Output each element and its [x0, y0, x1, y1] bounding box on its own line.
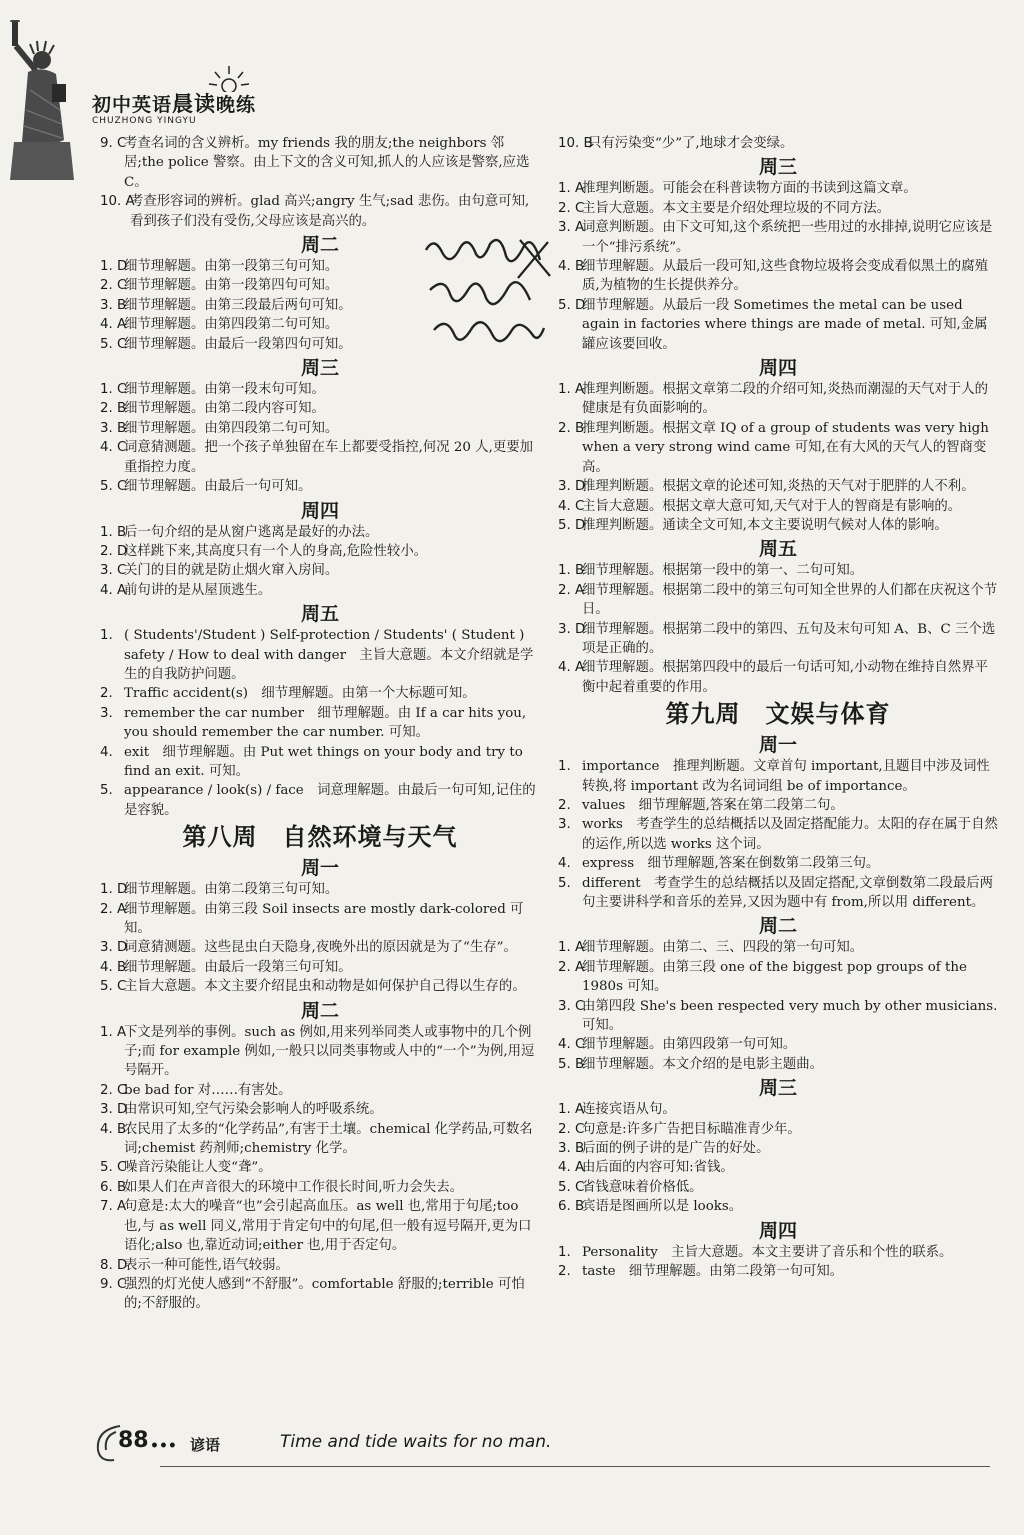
answer-item [100, 419, 540, 438]
answer-item [100, 134, 540, 192]
week-day-heading: 周一 [300, 857, 339, 880]
proverb-label: 谚语 [190, 1436, 221, 1454]
answer-item [100, 542, 540, 561]
brand-title-morning: 晨读 [172, 92, 217, 116]
answer-explanation: 下文是列举的事例。such as 例如,用来列举同类人或事物中的几个例子;而 for example 例如,一般只以同类事物或人中的“一个”为例,用逗号隔开。 [124, 1024, 535, 1079]
answer-number: 4. A [100, 317, 127, 333]
answer-number: 4. C [558, 1037, 585, 1053]
statue-of-liberty-icon [4, 20, 84, 180]
answer-item [100, 523, 540, 542]
answer-explanation: 宾语是图画所以是 looks。 [582, 1199, 743, 1215]
answer-item [100, 1178, 540, 1197]
answer-item [100, 1197, 540, 1255]
week-day-heading: 周四 [758, 1219, 797, 1242]
answer-number: 4. C [558, 498, 585, 514]
answer-explanation: appearance / look(s) / face 词意理解题。由最后一句可知,记住的是容貌。 [124, 783, 536, 818]
answer-number: 3. C [558, 998, 585, 1014]
sun-icon [206, 62, 252, 92]
answer-explanation: different 考查学生的总结概括以及固定搭配,文章倒数第二段最后两句主要讲科学和音乐的差异,又因为题中有 from,所以用 different。 [582, 875, 994, 910]
answer-explanation: 推理判断题。可能会在科普读物方面的书读到这篇文章。 [582, 181, 917, 197]
answer-number: 5. D [558, 517, 586, 533]
answer-item [558, 218, 998, 257]
answer-column-right [558, 134, 998, 1282]
proverb-text: Time and tide waits for no man. [280, 1432, 552, 1452]
brand-title: 初中英语 [92, 94, 173, 116]
answer-explanation: be bad for 对……有害处。 [124, 1082, 292, 1098]
answer-item [100, 1120, 540, 1159]
page-header [0, 0, 1024, 140]
answer-number: 1. D [100, 259, 128, 275]
answer-explanation: 细节理解题。由第四段第一句可知。 [582, 1037, 797, 1053]
answer-number: 4. [100, 744, 113, 760]
answer-item [558, 380, 998, 419]
page-number-dots: ••• [150, 1438, 177, 1454]
answer-item [558, 1243, 998, 1262]
answer-number: 2. C [100, 278, 127, 294]
answer-explanation: 强烈的灯光使人感到“不舒服”。comfortable 舒服的;terrible 可怕的;不舒服的。 [124, 1276, 525, 1312]
answer-item [558, 257, 998, 296]
answer-number: 7. A [100, 1199, 127, 1215]
answer-number: 1. D [100, 882, 128, 898]
answer-item [100, 399, 540, 418]
answer-number: 5. C [100, 1160, 127, 1176]
answer-explanation: Traffic accident(s) 细节理解题。由第一个大标题可知。 [124, 686, 476, 702]
answer-number: 2. [100, 686, 113, 702]
answer-number: 2. C [100, 1082, 127, 1098]
answer-number: 3. D [100, 1102, 128, 1118]
week-day-heading: 周五 [300, 603, 339, 626]
brand-pinyin: CHUZHONG YINGYU [92, 116, 197, 126]
answer-explanation: 省钱意味着价格低。 [582, 1179, 703, 1195]
answer-item [558, 1262, 998, 1281]
answer-item [558, 199, 998, 218]
answer-explanation: 细节理解题。由第四段第二句可知。 [124, 420, 339, 436]
answer-item [100, 380, 540, 399]
answer-explanation: 推理判断题。根据文章第二段的介绍可知,炎热而潮湿的天气对于人的健康是有负面影响的。 [582, 382, 988, 417]
answer-item [100, 977, 540, 996]
answer-item [558, 1178, 998, 1197]
answer-number: 4. A [558, 1160, 585, 1176]
answer-explanation: 推理判断题。根据文章的论述可知,炎热的天气对于肥胖的人不利。 [582, 479, 975, 495]
answer-number: 5. C [100, 336, 127, 352]
footer-divider [160, 1466, 990, 1467]
answer-explanation: 主旨大意题。本文主要是介绍处理垃圾的不同方法。 [582, 200, 890, 216]
answer-number: 2. C [558, 200, 585, 216]
answer-explanation: 后一句介绍的是从窗户逃离是最好的办法。 [124, 524, 379, 540]
answer-number: 1. A [100, 1024, 127, 1040]
answer-number: 1. [100, 628, 113, 644]
answer-explanation: 由常识可知,空气污染会影响人的呼吸系统。 [124, 1102, 383, 1118]
answer-explanation: 细节理解题。由第一段第三句可知。 [124, 259, 339, 275]
answer-explanation: 细节理解题。由第三段最后两句可知。 [124, 297, 352, 313]
answer-number: 3. D [558, 621, 586, 637]
answer-number: 4. B [100, 1121, 127, 1137]
answer-number: 2. B [558, 420, 585, 436]
answer-item [100, 1158, 540, 1177]
answer-number: 8. D [100, 1257, 128, 1273]
answer-item [558, 997, 998, 1036]
answer-explanation: taste 细节理解题。由第二段第一句可知。 [582, 1264, 844, 1280]
answer-explanation: 考查形容词的辨析。glad 高兴;angry 生气;sad 悲伤。由句意可知,看到孩子们没有受伤,父母应该是高兴的。 [130, 194, 530, 229]
answer-explanation: 细节理解题。本文介绍的是电影主题曲。 [582, 1056, 824, 1072]
answer-explanation: 细节理解题。由最后一句可知。 [124, 479, 312, 495]
answer-number: 3. D [558, 479, 586, 495]
week-day-heading: 周二 [300, 234, 339, 257]
answer-number: 2. [558, 1264, 571, 1280]
answer-number: 5. [558, 875, 571, 891]
answer-number: 2. [558, 797, 571, 813]
answer-item [558, 1158, 998, 1177]
answer-item [100, 561, 540, 580]
answer-item [100, 743, 540, 782]
answer-number: 4. A [100, 582, 127, 598]
answer-item [558, 134, 998, 153]
answer-item [100, 192, 540, 231]
answer-number: 1. A [558, 181, 585, 197]
answer-item [558, 854, 998, 873]
answer-number: 6. B [558, 1199, 585, 1215]
answer-item [100, 1081, 540, 1100]
answer-explanation: 这样跳下来,其高度只有一个人的身高,危险性较小。 [124, 543, 428, 559]
answer-item [558, 796, 998, 815]
answer-explanation: Personality 主旨大意题。本文主要讲了音乐和个性的联系。 [582, 1244, 953, 1260]
answer-item [558, 477, 998, 496]
answer-item [558, 1055, 998, 1074]
answer-explanation: 细节理解题。由第一段末句可知。 [124, 382, 325, 398]
answer-number: 4. B [558, 259, 585, 275]
answer-number: 1. A [558, 1102, 585, 1118]
answer-item [100, 1023, 540, 1081]
answer-explanation: 表示一种可能性,语气较弱。 [124, 1257, 289, 1273]
answer-number: 10. B [558, 136, 593, 151]
answer-item [558, 1197, 998, 1216]
answer-item [558, 1120, 998, 1139]
answer-item [100, 438, 540, 477]
unit-title: 第九周 文娱与体育 [665, 700, 891, 729]
answer-explanation: 细节理解题。由第二、三、四段的第一句可知。 [582, 940, 864, 956]
answer-explanation: 由第四段 She's been respected very much by other musicians. 可知。 [582, 998, 998, 1034]
answer-number: 3. [558, 817, 571, 833]
answer-explanation: 细节理解题。根据第一段中的第一、二句可知。 [582, 563, 864, 579]
answer-item [558, 581, 998, 620]
answer-explanation: 细节理解题。由第四段第二句可知。 [124, 317, 339, 333]
answer-explanation: express 细节理解题,答案在倒数第二段第三句。 [582, 856, 880, 872]
answer-item [100, 781, 540, 820]
answer-item [558, 1035, 998, 1054]
answer-item [558, 516, 998, 535]
answer-explanation: 农民用了太多的“化学药品”,有害于土壤。chemical 化学药品,可数名词;chemist 药剂师;chemistry 化学。 [124, 1121, 533, 1157]
answer-explanation: 细节理解题。由最后一段第三句可知。 [124, 959, 352, 975]
answer-explanation: 噪音污染能让人变“聋”。 [124, 1160, 272, 1176]
answer-explanation: 细节理解题。根据第二段中的第三句可知全世界的人们都在庆祝这个节日。 [582, 582, 998, 618]
answer-number: 4. [558, 856, 571, 872]
brand-logo [92, 88, 256, 126]
page-number: 88 [118, 1428, 149, 1453]
answer-number: 2. A [100, 901, 127, 917]
answer-number: 1. C [100, 382, 127, 398]
answer-explanation: 考查名词的含义辨析。my friends 我的朋友;the neighbors 邻居;the police 警察。由上下文的含义可知,抓人的人应该是警察,应选 C。 [124, 136, 530, 190]
answer-number: 3. C [100, 563, 127, 579]
answer-explanation: 由后面的内容可知:省钱。 [582, 1160, 734, 1176]
answer-number: 2. B [100, 401, 127, 417]
answer-explanation: 词意猜测题。把一个孩子单独留在车上都要受指控,何况 20 人,更要加重指控力度。 [124, 440, 534, 475]
answer-number: 2. A [558, 959, 585, 975]
answer-number: 5. [100, 783, 113, 799]
answer-item [558, 179, 998, 198]
answer-item [100, 1256, 540, 1275]
answer-explanation: remember the car number 细节理解题。由 If a car hits you, you should remember the car number. 可知。 [124, 705, 527, 741]
answer-item [100, 900, 540, 939]
answer-number: 10. A [100, 194, 135, 210]
answer-number: 5. C [100, 979, 127, 995]
week-day-heading: 周四 [300, 499, 339, 522]
answer-explanation: 细节理解题。从最后一段可知,这些食物垃圾将会变成看似黑土的腐殖质,为植物的生长提供养分。 [582, 259, 988, 294]
answer-item [558, 561, 998, 580]
answer-explanation: 细节理解题。由第二段第三句可知。 [124, 882, 339, 898]
answer-item [558, 1139, 998, 1158]
answer-number: 4. C [100, 440, 127, 456]
week-day-heading: 周一 [758, 734, 797, 757]
answer-explanation: exit 细节理解题。由 Put wet things on your body and try to find an exit. 可知。 [124, 744, 523, 779]
answer-explanation: 细节理解题。从最后一段 Sometimes the metal can be used again in factories where things are made of metal. 可知,金属罐应该要回收。 [582, 297, 988, 352]
answer-explanation: 词意猜测题。这些昆虫白天隐身,夜晚外出的原因就是为了“生存”。 [124, 940, 517, 956]
answer-number: 1. A [558, 382, 585, 398]
answer-explanation: 推理判断题。根据文章 IQ of a group of students was very high when a very strong wind came 可知,在有大风的天气人的智商变高。 [582, 420, 989, 475]
answer-number: 3. [100, 705, 113, 721]
answer-number: 1. B [100, 524, 127, 540]
week-day-heading: 周三 [300, 357, 339, 380]
week-day-heading: 周三 [758, 156, 797, 179]
week-day-heading: 周五 [758, 538, 797, 561]
week-day-heading: 周二 [758, 915, 797, 938]
answer-item [100, 1275, 540, 1314]
answer-explanation: 后面的例子讲的是广告的好处。 [582, 1141, 770, 1157]
answer-item [558, 958, 998, 997]
answer-item [100, 1100, 540, 1119]
answer-number: 3. D [100, 940, 128, 956]
handwritten-scribble [420, 230, 560, 360]
answer-number: 1. [558, 759, 571, 775]
answer-explanation: 细节理解题。由第三段 one of the biggest pop groups of the 1980s 可知。 [582, 959, 967, 995]
answer-explanation: 词意判断题。由下文可知,这个系统把一些用过的水排掉,说明它应该是一个“排污系统”。 [582, 220, 993, 255]
answer-explanation: 细节理解题。由第二段内容可知。 [124, 401, 325, 417]
page-footer [90, 1420, 990, 1480]
answer-explanation: 前句讲的是从屋顶逃生。 [124, 582, 272, 598]
answer-number: 1. [558, 1244, 571, 1260]
answer-number: 2. A [558, 582, 585, 598]
answer-item [558, 658, 998, 697]
answer-number: 5. B [558, 1056, 585, 1072]
answer-item [558, 815, 998, 854]
answer-explanation: 句意是:许多广告把目标瞄准青少年。 [582, 1121, 801, 1137]
answer-explanation: 细节理解题。由第三段 Soil insects are mostly dark-colored 可知。 [124, 901, 524, 936]
answer-item [100, 958, 540, 977]
answer-explanation: 主旨大意题。本文主要介绍昆虫和动物是如何保护自己得以生存的。 [124, 979, 526, 995]
answer-item [100, 626, 540, 684]
week-day-heading: 周四 [758, 357, 797, 380]
answer-number: 3. A [558, 220, 585, 236]
answer-explanation: 推理判断题。通读全文可知,本文主要说明气候对人体的影响。 [582, 517, 948, 533]
answer-explanation: 句意是:太大的噪音“也”会引起高血压。as well 也,常用于句尾;too 也,与 as well 同义,常用于肯定句中的句尾,但一般有逗号隔开,更为口语化;also 也,靠近动词;either 也,用于否定句。 [124, 1199, 532, 1254]
answer-item [100, 938, 540, 957]
answer-number: 2. D [100, 543, 128, 559]
answer-explanation: importance 推理判断题。文章首句 important,且题目中涉及词性转换,将 important 改为名词词组 be of importance。 [582, 759, 990, 794]
answer-explanation: 细节理解题。由第一段第四句可知。 [124, 278, 339, 294]
answer-number: 3. B [100, 297, 127, 313]
answer-number: 5. D [558, 297, 586, 313]
answer-explanation: 关门的目的就是防止烟火窜入房间。 [124, 563, 339, 579]
answer-item [558, 296, 998, 354]
answer-number: 5. C [558, 1179, 585, 1195]
answer-number: 5. C [100, 479, 127, 495]
answer-number: 4. B [100, 959, 127, 975]
answer-item [558, 497, 998, 516]
unit-title: 第八周 自然环境与天气 [182, 823, 458, 852]
answer-number: 1. B [558, 563, 585, 579]
answer-item [100, 581, 540, 600]
answer-number: 2. C [558, 1121, 585, 1137]
answer-explanation: 细节理解题。根据第二段中的第四、五句及末句可知 A、B、C 三个选项是正确的。 [582, 621, 996, 656]
answer-explanation: works 考查学生的总结概括以及固定搭配能力。太阳的存在属于自然的运作,所以选 works 这个词。 [582, 817, 998, 852]
answer-item [100, 880, 540, 899]
week-day-heading: 周三 [758, 1077, 797, 1100]
answer-number: 3. B [100, 420, 127, 436]
answer-item [558, 620, 998, 659]
brand-title-evening: 晚练 [216, 94, 257, 116]
answer-item [558, 757, 998, 796]
answer-number: 4. A [558, 660, 585, 676]
answer-item [558, 874, 998, 913]
answer-item [100, 477, 540, 496]
answer-item [558, 419, 998, 477]
answer-number: 3. B [558, 1141, 585, 1157]
answer-number: 1. A [558, 940, 585, 956]
answer-item [100, 684, 540, 703]
answer-explanation: 如果人们在声音很大的环境中工作很长时间,听力会失去。 [124, 1179, 464, 1195]
answer-explanation: 主旨大意题。根据文章大意可知,天气对于人的智商是有影响的。 [582, 498, 962, 514]
answer-explanation: values 细节理解题,答案在第二段第二句。 [582, 797, 844, 813]
answer-explanation: 细节理解题。根据第四段中的最后一句话可知,小动物在维持自然界平衡中起着重要的作用。 [582, 660, 988, 695]
answer-item [100, 704, 540, 743]
answer-number: 9. C [100, 136, 127, 151]
answer-explanation: 只有污染变“少”了,地球才会变绿。 [588, 136, 794, 151]
answer-explanation: 连接宾语从句。 [582, 1102, 676, 1118]
answer-explanation: 细节理解题。由最后一段第四句可知。 [124, 336, 352, 352]
answer-explanation: ( Students'/Student ) Self-protection / Students' ( Student ) safety / How to deal with danger 主旨大意题。本文介绍就是学生的自我防护问题。 [124, 628, 534, 682]
answer-number: 6. B [100, 1179, 127, 1195]
week-day-heading: 周二 [300, 999, 339, 1022]
answer-item [558, 1100, 998, 1119]
answer-number: 9. C [100, 1276, 127, 1292]
answer-item [558, 938, 998, 957]
